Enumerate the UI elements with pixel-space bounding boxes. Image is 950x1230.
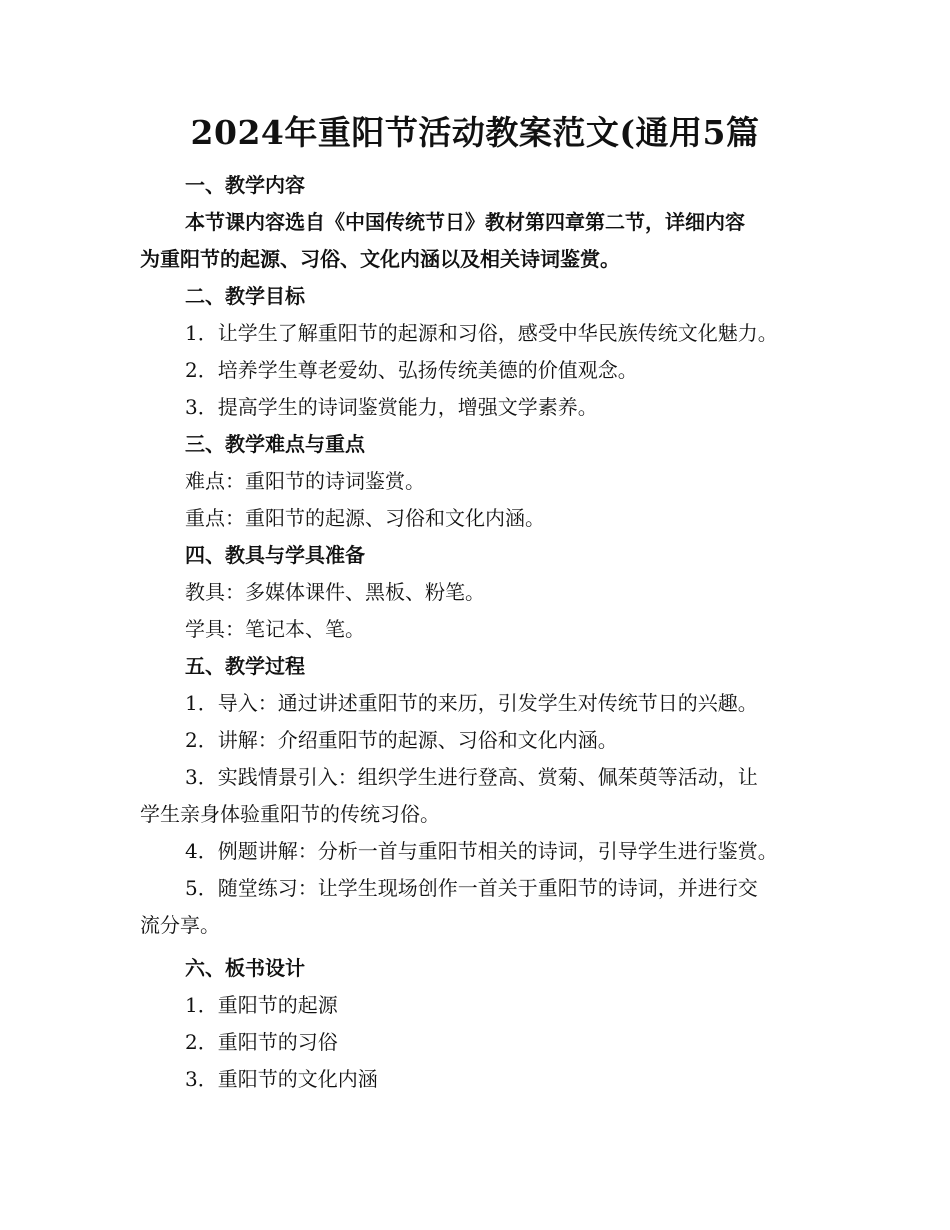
section-heading-teaching-aids: 四、教具与学具准备 — [185, 543, 365, 567]
list-item: 5．随堂练习：让学生现场创作一首关于重阳节的诗词，并进行交 — [185, 876, 758, 900]
section-heading-difficulty-focus: 三、教学难点与重点 — [185, 432, 365, 456]
paragraph-content-line-1: 本节课内容选自《中国传统节日》教材第四章第二节，详细内容 — [185, 210, 745, 234]
list-item: 2．重阳节的习俗 — [185, 1030, 338, 1054]
section-heading-board-design: 六、板书设计 — [185, 956, 305, 980]
document-title: 2024年重阳节活动教案范文(通用5篇 — [190, 113, 760, 152]
paragraph-student-aids: 学具：笔记本、笔。 — [185, 617, 365, 641]
section-heading-teaching-goals: 二、教学目标 — [185, 284, 305, 308]
list-item: 1．导入：通过讲述重阳节的来历，引发学生对传统节日的兴趣。 — [185, 691, 758, 715]
list-item: 3．重阳节的文化内涵 — [185, 1067, 378, 1091]
paragraph-content-line-2: 为重阳节的起源、习俗、文化内涵以及相关诗词鉴赏。 — [140, 247, 620, 271]
list-item: 1．让学生了解重阳节的起源和习俗，感受中华民族传统文化魅力。 — [185, 321, 778, 345]
section-heading-teaching-content: 一、教学内容 — [185, 173, 305, 197]
section-heading-teaching-process: 五、教学过程 — [185, 654, 305, 678]
list-item: 3．实践情景引入：组织学生进行登高、赏菊、佩茱萸等活动，让 — [185, 765, 758, 789]
list-item: 2．讲解：介绍重阳节的起源、习俗和文化内涵。 — [185, 728, 618, 752]
list-item-continuation: 流分享。 — [140, 913, 220, 937]
document-body — [140, 167, 830, 1098]
list-item: 1．重阳节的起源 — [185, 993, 338, 1017]
paragraph-teacher-aids: 教具：多媒体课件、黑板、粉笔。 — [185, 580, 485, 604]
paragraph-difficulty: 难点：重阳节的诗词鉴赏。 — [185, 469, 425, 493]
list-item: 3．提高学生的诗词鉴赏能力，增强文学素养。 — [185, 395, 598, 419]
paragraph-focus: 重点：重阳节的起源、习俗和文化内涵。 — [185, 506, 545, 530]
list-item: 4．例题讲解：分析一首与重阳节相关的诗词，引导学生进行鉴赏。 — [185, 839, 778, 863]
list-item: 2．培养学生尊老爱幼、弘扬传统美德的价值观念。 — [185, 358, 638, 382]
list-item-continuation: 学生亲身体验重阳节的传统习俗。 — [140, 802, 440, 826]
